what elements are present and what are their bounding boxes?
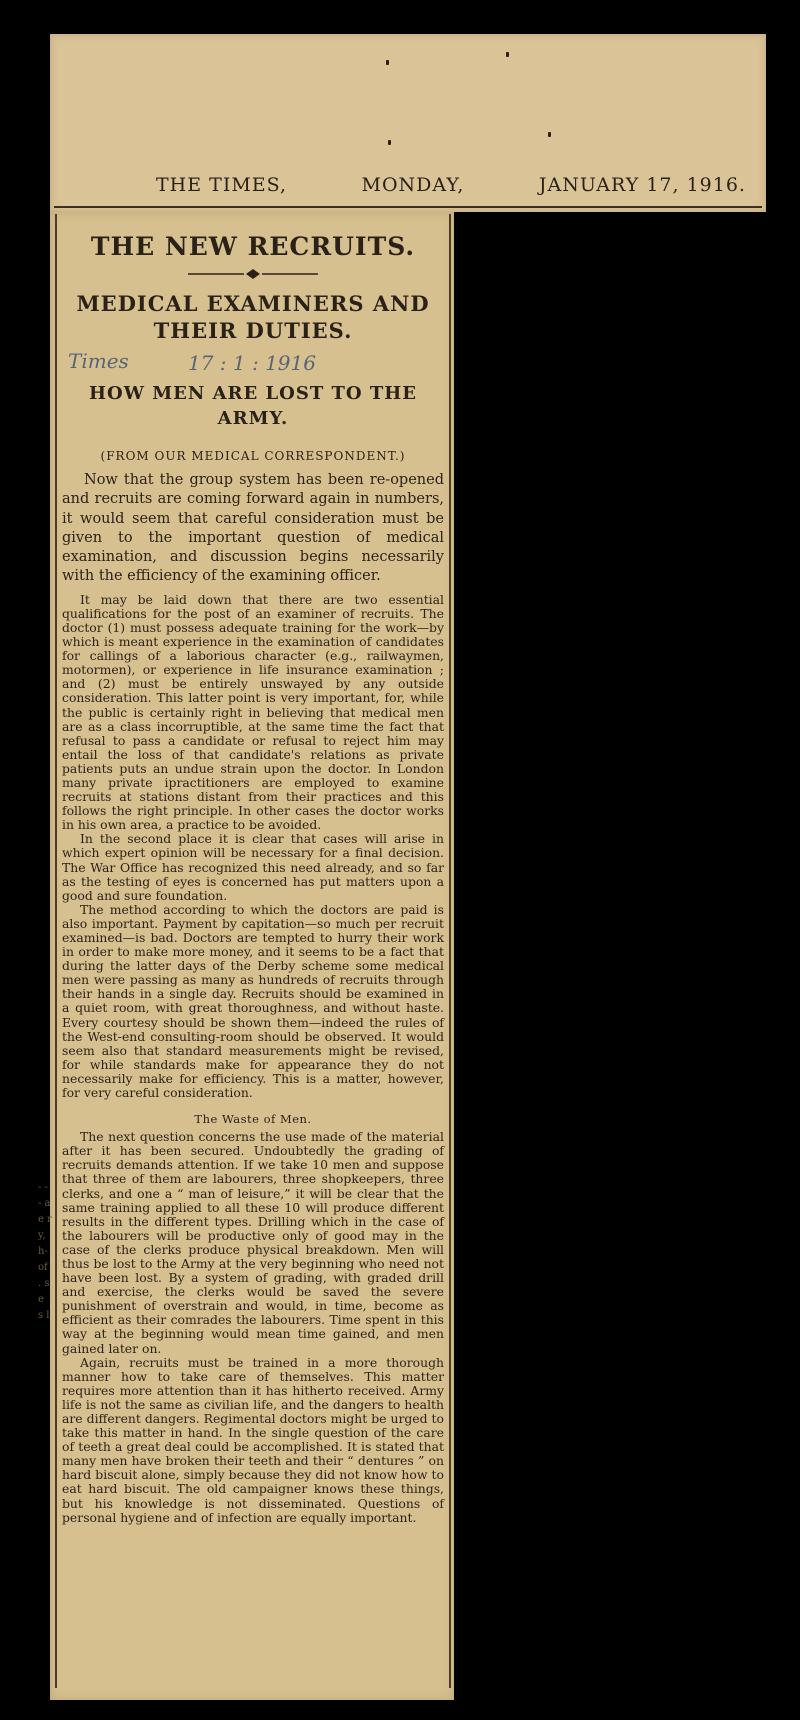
- article: [62, 226, 444, 1525]
- handwritten-date: 17 : 1 : 1916: [188, 350, 316, 375]
- secondary-subheadline: HOW MEN ARE LOST TO THE ARMY.: [89, 382, 417, 429]
- masthead-day: MONDAY,: [361, 174, 465, 196]
- paper-speck: [386, 60, 389, 65]
- subheadline: MEDICAL EXAMINERS AND THEIR DUTIES.: [76, 291, 430, 344]
- masthead-rule: [54, 206, 762, 208]
- torn-edge-fragment: - - - a e r y, h- of . s e s l: [38, 1182, 52, 1321]
- ornament-rule-icon: [188, 268, 318, 280]
- body-paragraph: The next question concerns the use made of the material after it has been secured. Undoubtedly the grading of recruits demands attention. If we take 10 men and suppose that three of them are labourers, three shopkeepers, three clerks, and one a “ man of leisure,” it will be clear that the same training applied to all these 10 will produce different results in the different types. Drilling which in the case of the labourers will be productive only of good may in the case of the clerks produce physical breakdown. Men will thus be lost to the Army at the very beginning who need not have been lost. By a system of grading, with graded drill and exercise, the clerks would be saved the severe punishment of overstrain and would, in time, become as efficient as their comrades the labourers. Time spent in this way at the beginning would mean time gained, and men gained later on.: [62, 1129, 444, 1356]
- body-paragraph: In the second place it is clear that cases will arise in which expert opinion will be necessary for a final decision. The War Office has recognized this need already, and so far as the testing of eyes is concerned has put matters upon a good and sure foundation.: [62, 831, 444, 903]
- body-paragraph: It may be laid down that there are two essential qualifications for the post of an examiner of recruits. The doctor (1) must possess adequate training for the work—by which is meant experience in the examination of candidates for callings of a laborious character (e.g., railwaymen, motormen), or experience in life insurance examination ; and (2) must be entirely unswayed by any outside consideration. This latter point is very important, for, while the public is certainly right in believing that medical men are as a class incorruptible, at the same time the fact that refusal to pass a candidate or refusal to reject him may entail the loss of that candidate's relations as private patients puts an undue strain upon the doctor. In London many private ipractitioners are employed to examine recruits at stations distant from their practices and this follows the right principle. In other cases the doctor works in his own area, a practice to be avoided.: [62, 591, 444, 833]
- section-heading: The Waste of Men.: [194, 1112, 312, 1127]
- column-rule-left: [55, 214, 57, 1688]
- paper-speck: [548, 132, 551, 137]
- body-paragraph: Again, recruits must be trained in a more thorough manner how to take care of themselves. This matter requires more attention than it has hitherto received. Army life is not the same as civilian life, and the dangers to health are different dangers. Regimental doctors might be urged to take this matter in hand. In the single question of the care of teeth a great deal could be accomplished. It is stated that many men have broken their teeth and their “ dentures ” on hard biscuit alone, simply because they did not know how to eat hard biscuit. The old campaigner knows these things, but his knowledge is not disseminated. Questions of personal hygiene and of infection are equally important.: [62, 1354, 444, 1525]
- handwritten-annotation: [62, 349, 444, 377]
- byline: (FROM OUR MEDICAL CORRESPONDENT.): [100, 448, 406, 463]
- masthead-paper: THE TIMES,: [156, 174, 288, 196]
- lead-paragraph: Now that the group system has been re-opened and recruits are coming forward again in numbers, it would seem that careful consideration must be given to the important question of medical examination, and discussion begins necessarily with the efficiency of the examining officer.: [62, 471, 444, 585]
- masthead-date: JANUARY 17, 1916.: [538, 174, 746, 196]
- paper-speck: [388, 140, 391, 145]
- paper-speck: [506, 52, 509, 57]
- masthead: [156, 174, 746, 196]
- column-rule-right: [449, 214, 451, 1688]
- body-paragraph: The method according to which the doctors are paid is also important. Payment by capitation—so much per recruit examined—is bad. Doctors are tempted to hurry their work in order to make more money, and it seems to be a fact that during the latter days of the Derby scheme some medical men were passing as many as hundreds of recruits through their hands in a single day. Recruits should be examined in a quiet room, with great thoroughness, and without haste. Every courtesy should be shown them—indeed the rules of the West-end consulting-room should be observed. It would seem also that standard measurements might be revised, for while standards make for appearance they do not necessarily make for efficiency. This is a matter, however, for very careful consideration.: [62, 901, 444, 1101]
- headline: THE NEW RECRUITS.: [90, 232, 416, 261]
- handwritten-source: Times: [68, 348, 129, 373]
